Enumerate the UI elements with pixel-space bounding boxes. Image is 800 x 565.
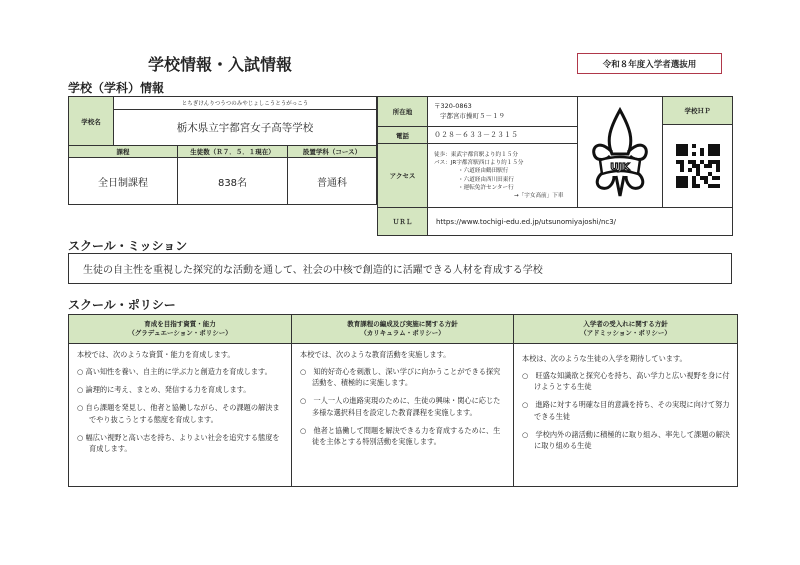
access-cell xyxy=(427,143,578,208)
graduation-policy-item: ○ 高い知性を養い、自主的に学ぶ力と創造力を育成します。 xyxy=(77,367,272,377)
school-name-label: 学校名 xyxy=(68,96,114,146)
graduation-policy-intro: 本校では、次のような資質・能力を育成します。 xyxy=(77,350,235,359)
graduation-policy-title: 育成を目指す資質・能力 xyxy=(144,320,216,329)
curriculum-policy-title: 教育課程の編成及び実施に関する方針 xyxy=(347,320,458,329)
school-name: 栃木県立宇都宮女子高等学校 xyxy=(113,109,377,146)
admission-policy-title: 入学者の受入れに関する方針 xyxy=(583,320,668,329)
students-label: 生徒数（Ｒ７．５．１現在） xyxy=(177,145,288,158)
curriculum-policy-body xyxy=(291,343,514,487)
school-url-link[interactable]: https://www.tochigi-edu.ed.jp/utsunomiyajoshi/nc3/ xyxy=(427,207,733,236)
curriculum-policy-item: ○ 一人一人の進路実現のために、生徒の興味・関心に応じた多様な選択科目を設定した教育課程を実施します。 xyxy=(300,396,501,417)
phone-label: 電話 xyxy=(377,126,428,144)
curriculum-policy-subtitle: （カリキュラム・ポリシー） xyxy=(360,329,445,337)
admission-policy-header xyxy=(513,314,738,344)
students-value: 838名 xyxy=(177,157,288,205)
policy-heading: スクール・ポリシー xyxy=(68,298,176,312)
access-route-3: ・運転免許センター行 xyxy=(458,184,514,191)
graduation-policy-header xyxy=(68,314,292,344)
curriculum-policy-item: ○ 他者と協働して問題を解決できる力を育成するために、生徒を主体とする特別活動を実施します。 xyxy=(300,425,501,446)
graduation-policy-item: ○ 自ら課題を発見し、他者と協働しながら、その課題の解決までやり抜こうとする態度を育成します。 xyxy=(77,403,280,424)
fleur-de-lis-logo-icon xyxy=(590,104,650,200)
access-bus: バス：JR宇都宮駅西口より約１５分 xyxy=(434,160,524,167)
qr-code-icon[interactable] xyxy=(676,144,720,188)
access-stop: →「宇女高前」下車 xyxy=(514,192,564,199)
course-value: 全日制課程 xyxy=(68,157,178,205)
address-label: 所在地 xyxy=(377,96,428,127)
curriculum-policy-item: ○ 知的好奇心を刺激し、深い学びに向かうことができる探究活動を、積極的に実施します。 xyxy=(300,367,501,388)
access-label: アクセス xyxy=(377,143,428,208)
mission-heading: スクール・ミッション xyxy=(68,239,188,253)
school-hp-label: 学校ＨＰ xyxy=(662,96,733,125)
curriculum-policy-header xyxy=(291,314,514,344)
course-label: 課程 xyxy=(68,145,178,158)
address: 宇都宮市操町５－１９ xyxy=(440,111,505,120)
selection-year-badge: 令和８年度入学者選抜用 xyxy=(577,53,722,74)
curriculum-policy-intro: 本校では、次のような教育活動を実施します。 xyxy=(300,350,451,359)
admission-policy-item: ○ 旺盛な知識欲と探究心を持ち、高い学力と広い視野を身に付けようとする生徒 xyxy=(522,371,730,392)
department-value: 普通科 xyxy=(287,157,377,205)
admission-policy-subtitle: （アドミッション・ポリシー） xyxy=(580,329,671,337)
graduation-policy-subtitle: （グラデュエーション・ポリシー） xyxy=(128,329,232,337)
graduation-policy-body xyxy=(68,343,292,487)
admission-policy-body xyxy=(513,343,738,487)
access-route-1: ・六道経由鶴田駅行 xyxy=(458,168,509,175)
graduation-policy-item: ○ 幅広い視野と高い志を持ち、よりよい社会を追究する態度を育成します。 xyxy=(77,432,280,453)
access-walk: 徒歩：東武宇都宮駅より約１５分 xyxy=(434,152,518,159)
url-label: ＵＲＬ xyxy=(377,207,428,236)
phone-number: ０２８－６３３－２３１５ xyxy=(427,126,578,144)
access-route-2: ・六道経由西川田東行 xyxy=(458,176,514,183)
page-title: 学校情報・入試情報 xyxy=(147,55,292,74)
admission-policy-item: ○ 進路に対する明確な目的意識を持ち、その実現に向けて努力できる生徒 xyxy=(522,400,730,421)
address-cell xyxy=(427,96,578,127)
school-hp-qr-cell[interactable] xyxy=(662,124,733,208)
postal-code: 〒320-0863 xyxy=(434,102,472,111)
graduation-policy-item: ○ 論理的に考え、まとめ、発信する力を育成します。 xyxy=(77,385,251,395)
mission-text: 生徒の自主性を重視した探究的な活動を通して、社会の中核で創造的に活躍できる人材を育成する学校 xyxy=(68,253,732,284)
admission-policy-item: ○ 学校内外の諸活動に積極的に取り組み、率先して課題の解決に取り組める生徒 xyxy=(522,429,730,450)
school-name-kana: とちぎけんりつうつのみやじょしこうとうがっこう xyxy=(113,96,377,110)
school-logo xyxy=(577,96,663,208)
admission-policy-intro: 本校は、次のような生徒の入学を期待しています。 xyxy=(522,354,687,363)
logo-text: UJK xyxy=(610,162,630,173)
department-label: 設置学科（コース） xyxy=(287,145,377,158)
school-info-heading: 学校（学科）情報 xyxy=(68,81,165,95)
